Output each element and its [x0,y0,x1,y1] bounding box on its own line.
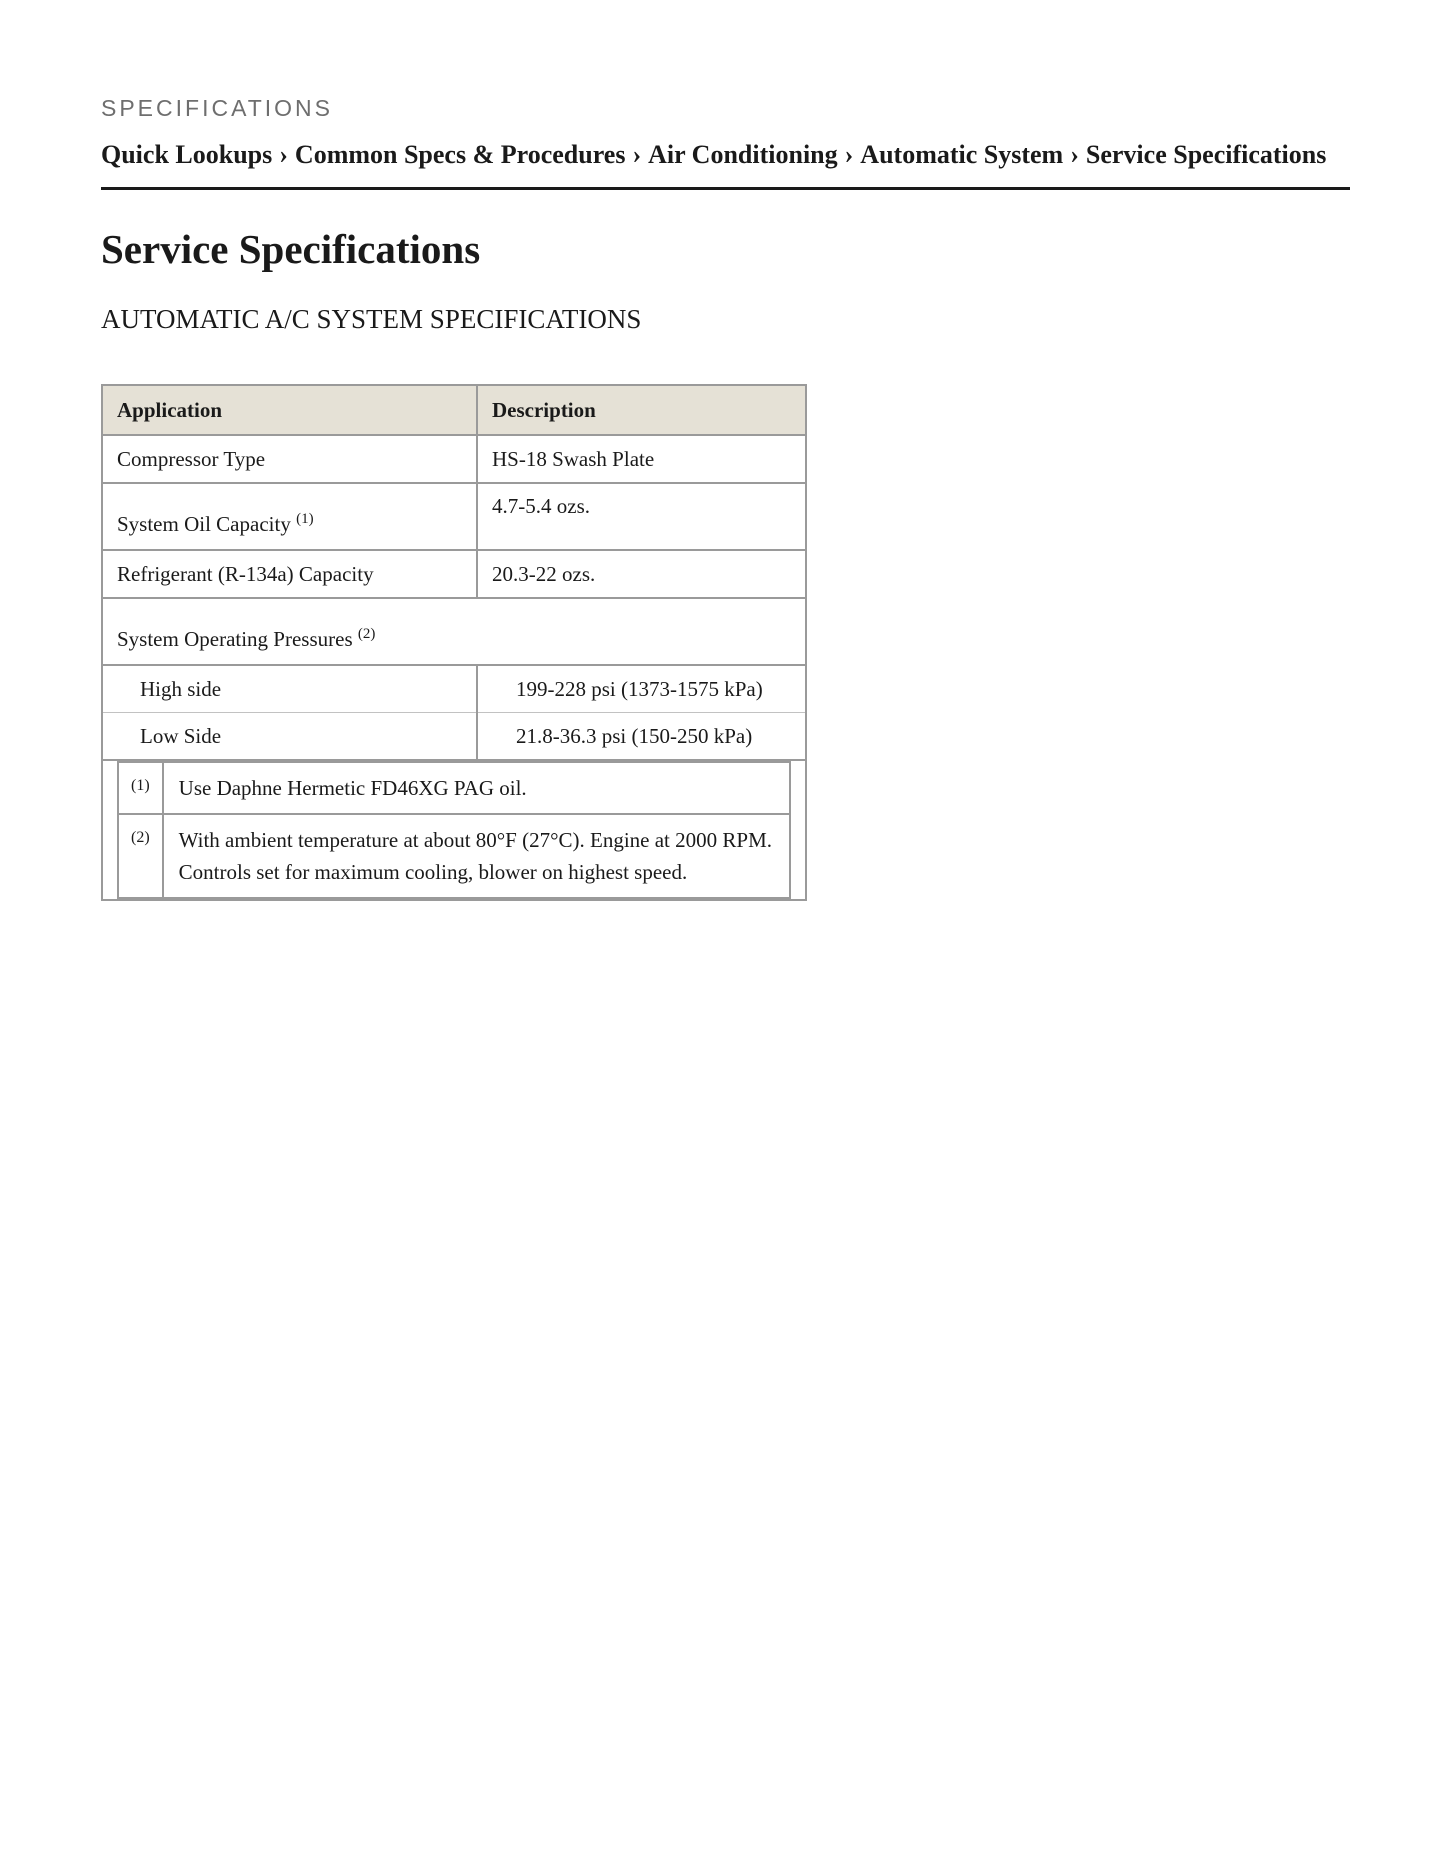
table-row [102,713,806,761]
table-row [102,665,806,713]
application-cell [102,483,477,550]
footnote-row [118,814,790,898]
footnote-text: With ambient temperature at about 80°F (27°C). Engine at 2000 RPM. Controls set for maximum cooling, blower on highest speed. [163,814,790,898]
breadcrumb-separator: › [844,140,854,169]
description-cell: 4.7-5.4 ozs. [477,483,806,550]
section-label: SPECIFICATIONS [101,95,333,121]
header-divider [101,187,1350,190]
page-title: Service Specifications [101,226,481,272]
application-text: System Oil Capacity [117,512,291,536]
application-cell: Refrigerant (R-134a) Capacity [102,550,477,598]
footnote-number: (2) [118,814,163,898]
column-header-application: Application [102,385,477,435]
table-row [102,435,806,483]
footnote-text: Use Daphne Hermetic FD46XG PAG oil. [163,762,790,814]
notes-cell [102,760,806,900]
notes-row [102,760,806,900]
footnote-number: (1) [118,762,163,814]
footnote-row [118,762,790,814]
table-row [102,598,806,665]
breadcrumb-item-service-specifications[interactable]: Service Specifications [1085,140,1327,169]
description-cell: 21.8-36.3 psi (150-250 kPa) [477,713,806,761]
table-row [102,483,806,550]
footnote-ref: (1) [296,511,314,527]
breadcrumb-separator: › [1070,140,1079,169]
table-subtitle: AUTOMATIC A/C SYSTEM SPECIFICATIONS [101,304,642,334]
application-cell: High side [102,665,477,713]
breadcrumb-item-air-conditioning[interactable]: Air Conditioning [648,140,838,169]
table-header-row [102,385,806,435]
group-heading-cell [102,598,806,665]
specs-table [101,384,807,901]
application-text: System Operating Pressures [117,627,353,651]
breadcrumb-separator: › [632,140,642,169]
application-cell: Compressor Type [102,435,477,483]
description-cell: HS-18 Swash Plate [477,435,806,483]
application-cell: Low Side [102,713,477,761]
column-header-description: Description [477,385,806,435]
page [101,93,1350,901]
footnotes-table [117,761,791,899]
description-cell: 20.3-22 ozs. [477,550,806,598]
description-cell: 199-228 psi (1373-1575 kPa) [477,665,806,713]
table-row [102,550,806,598]
breadcrumb-item-quick-lookups[interactable]: Quick Lookups [101,140,273,169]
breadcrumb-separator: › [279,140,288,169]
breadcrumb [101,137,1350,173]
breadcrumb-item-common-specs[interactable]: Common Specs & Procedures [294,140,626,169]
breadcrumb-item-automatic-system[interactable]: Automatic System [860,140,1064,169]
footnote-ref: (2) [357,626,376,642]
